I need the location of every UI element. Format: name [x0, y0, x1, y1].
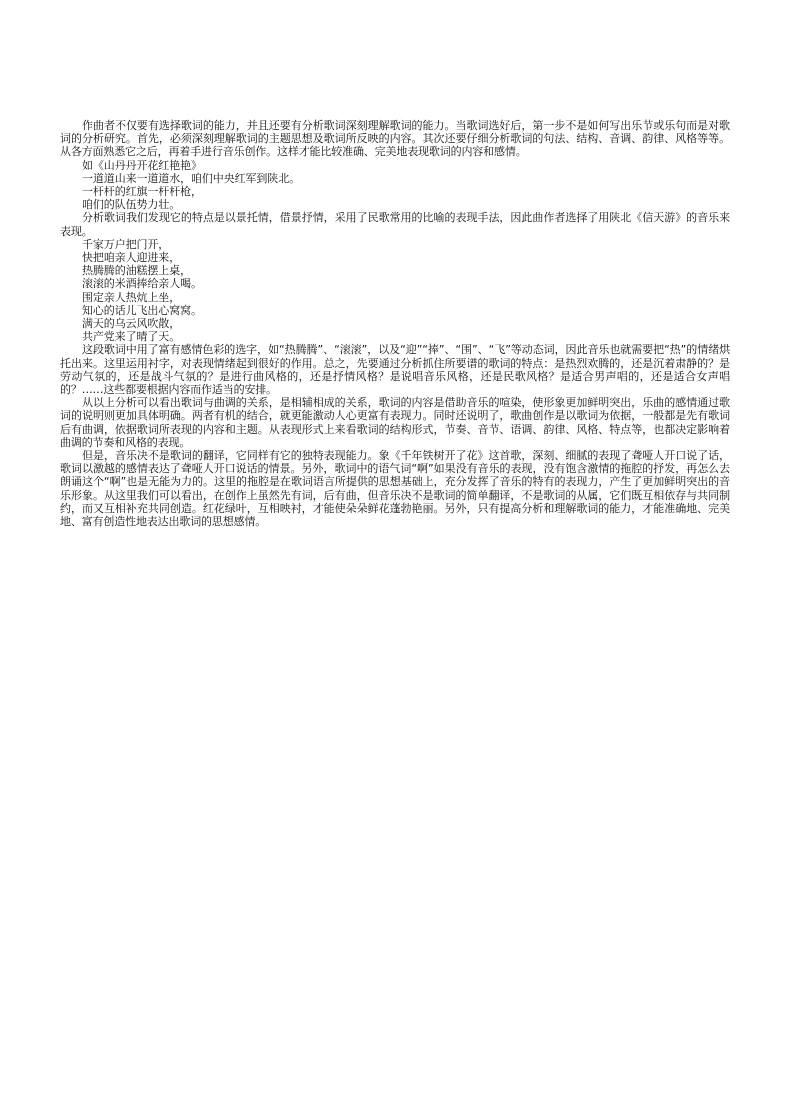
verse-line: 共产党来了晴了天。 — [82, 330, 181, 344]
paragraph-relationship: 从以上分析可以看出歌词与曲调的关系，是相辅相成的关系，歌词的内容是借助音乐的喧染，使形象更加鲜明突出，乐曲的感情通过歌词的说明则更加具体明确。两者有机的结合，就更能激动人心更富有表现力。同时还说明了，歌曲创作是以歌词为依据，一般都是先有歌词后有曲调，依据歌词所表现的内容和主题。从表现形式上来看歌词的结构形式，节奏、音节、语调、韵律、风格、特点等，也都决定影响着曲调的节奏和风格的表现。 — [60, 396, 730, 449]
example-title: 如《山丹丹开花红艳艳》 — [82, 158, 202, 172]
paragraph-analysis: 分析歌词我们发现它的特点是以景托情，借景抒情，采用了民歌常用的比喻的表现手法，因此曲作者选择了用陕北《信天游》的音乐来表现。 — [60, 211, 730, 238]
verse-line: 滚滚的米酒捧给亲人喝。 — [82, 277, 202, 291]
verse-line: 知心的话儿飞出心窝窝。 — [82, 303, 202, 317]
paragraph-intro: 作曲者不仅要有选择歌词的能力，并且还要有分析歌词深刻理解歌词的能力。当歌词选好后，第一步不是如何写出乐节或乐句而是对歌词的分析研究。首先，必须深刻理解歌词的主题思想及歌词所反映的内容。其次还要仔细分析歌词的句法、结构、音调、韵律、风格等等。从各方面熟悉它之后，再着手进行音乐创作。这样才能比较准确、完美地表现歌词的内容和感情。 — [60, 119, 730, 159]
verse-line: 一道道山来一道道水，咱们中央红军到陕北。 — [82, 171, 300, 185]
paragraph-conclusion: 但是，音乐决不是歌词的翻译，它同样有它的独特表现能力。象《千年铁树开了花》这首歌，深刻、细腻的表现了聋哑人开口说了话，歌词以激越的感情表达了聋哑人开口说话的情景。另外，歌词中的语气词“啊”如果没有音乐的表现，没有饱含激情的拖腔的抒发，再怎么去朗诵这个“啊”也是无能为力的。这里的拖腔是在歌词语言所提供的思想基础上，充分发挥了音乐的特有的表现力，产生了更加鲜明突出的音乐形象。从这里我们可以看出，在创作上虽然先有词，后有曲，但音乐决不是歌词的简单翻译，不是歌词的从属，它们既互相依存与共同制约，而又互相补充共同创造。红花绿叶，互相映衬，才能使朵朵鲜花蓬勃艳丽。另外，只有提高分析和理解歌词的能力，才能准确地、完美地、富有创造性地表达出歌词的思想感情。 — [60, 449, 730, 529]
verse-line: 满天的乌云风吹散， — [82, 317, 181, 331]
verse-line: 千家万户把门开， — [82, 237, 170, 251]
verse-line: 快把咱亲人迎进来， — [82, 251, 181, 265]
document-page — [60, 119, 730, 528]
verse-line: 一杆杆的红旗一杆杆枪， — [82, 185, 202, 199]
paragraph-word-choice: 这段歌词中用了富有感情色彩的选字，如“热腾腾”、“滚滚”，以及“迎”“捧”、“围”、“飞”等动态词，因此音乐也就需要把“热”的情绪烘托出来。这里运用衬字，对表现情绪起到很好的作用。总之，先要通过分析抓住所要谱的歌词的特点：是热烈欢腾的，还是沉着肃静的？是劳动气氛的，还是战斗气氛的？是进行曲风格的，还是抒情风格？是说唱音乐风格，还是民歌风格？是适合男声唱的，还是适合女声唱的？……这些都要根据内容而作适当的安排。 — [60, 343, 730, 397]
verse-line: 围定亲人热炕上坐， — [82, 290, 181, 304]
verse-line: 咱们的队伍势力壮。 — [82, 198, 181, 212]
verse-line: 热腾腾的油糕摆上桌， — [82, 264, 191, 278]
